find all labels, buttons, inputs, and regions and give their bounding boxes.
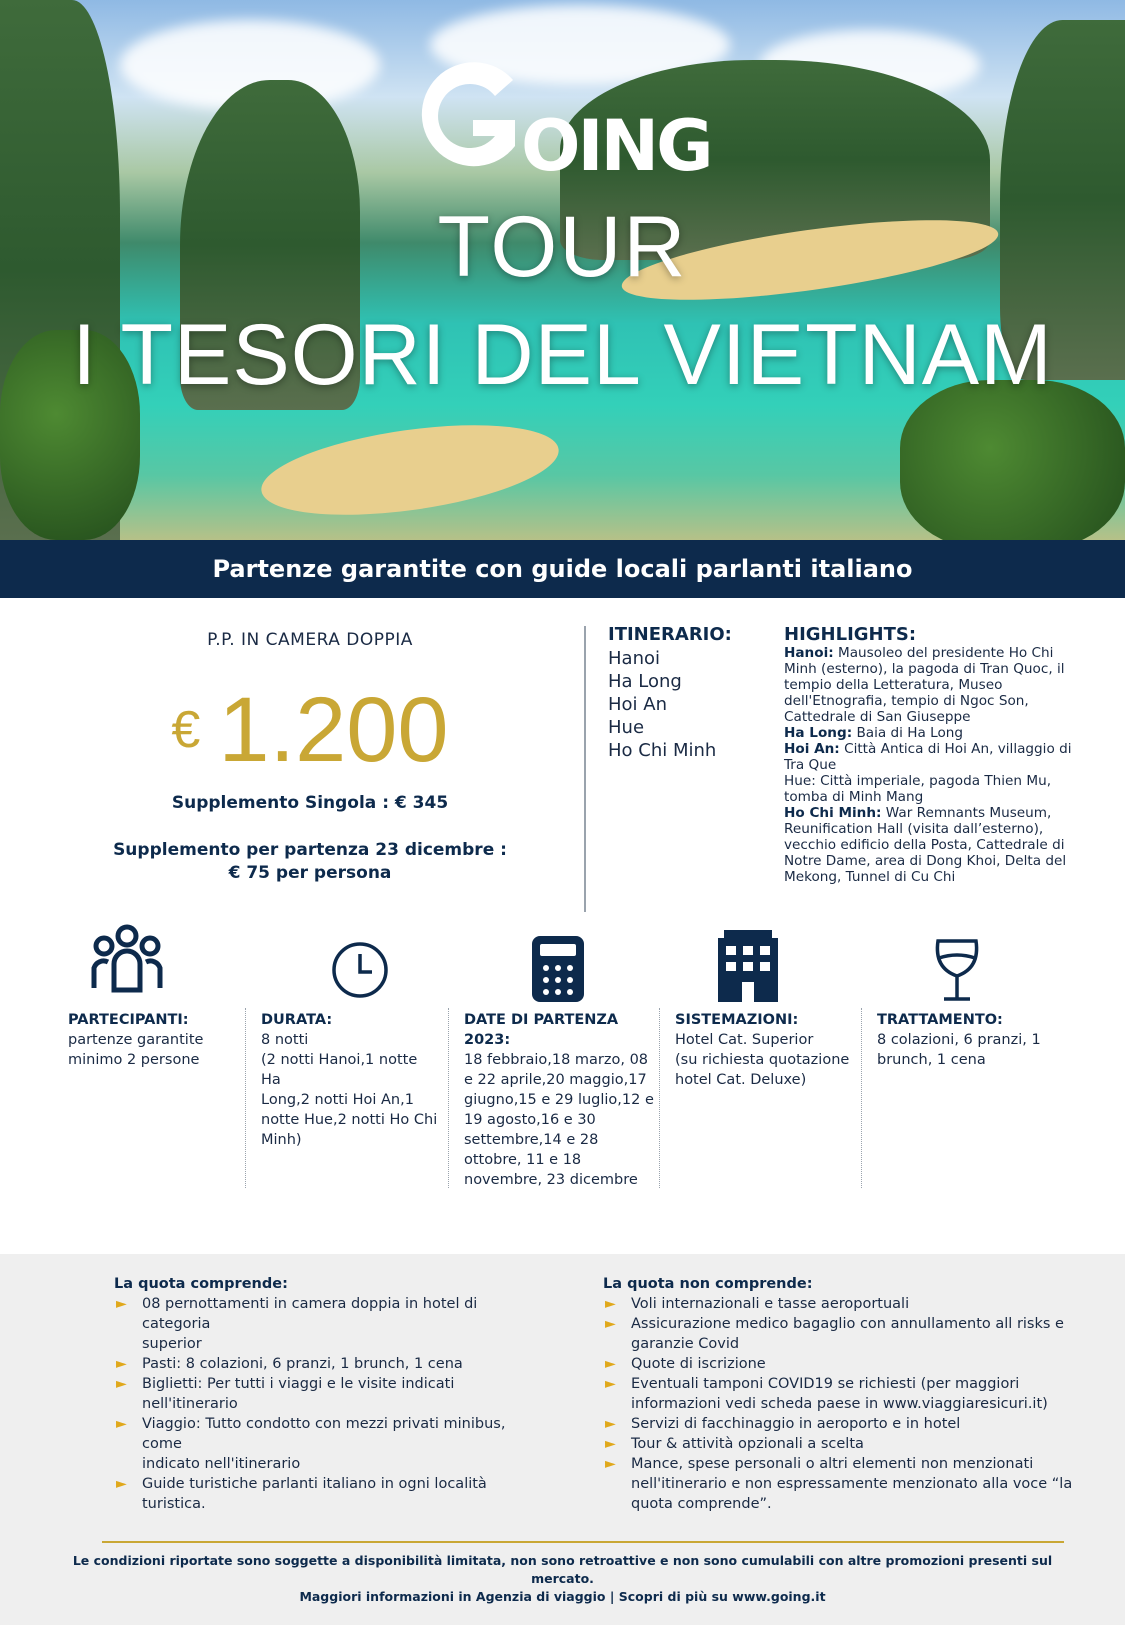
disclaimer-line2: Maggiori informazioni in Agenzia di viaggio | Scopri di più su www.going.it (299, 1589, 826, 1604)
supplement-single: Supplemento Singola : € 345 (171, 793, 449, 813)
excludes-item: ► Assicurazione medico bagaglio con annullamento all risks e garanzie Covid (605, 1316, 1064, 1352)
supplement-december-line2: € 75 per persona (228, 863, 392, 883)
sistemazioni-title: SISTEMAZIONI: (675, 1012, 799, 1028)
date-line: 19 agosto,16 e 30 (464, 1112, 596, 1128)
bullet-arrow-icon: ► (605, 1316, 616, 1332)
price-value (100, 678, 520, 783)
durata-line: 8 notti (261, 1032, 309, 1048)
hotel-building-icon (718, 930, 778, 1002)
includes-item: ► Pasti: 8 colazioni, 6 pranzi, 1 brunch, 1 cena (116, 1356, 463, 1372)
includes-item: ► Biglietti: Per tutti i viaggi e le visite indicati nell'itinerario (116, 1376, 455, 1412)
group-icon (90, 924, 164, 994)
sistemazioni-line: Hotel Cat. Superior (675, 1032, 814, 1048)
highlight-halong: Ha Long: Baia di Ha Long (784, 725, 964, 741)
includes-item: ► Viaggio: Tutto condotto con mezzi privati minibus, come indicato nell'itinerario (116, 1416, 506, 1472)
highlights (784, 624, 1074, 885)
disclaimer-line1: Le condizioni riportate sono soggette a disponibilità limitata, non sono retroattive e non sono cumulabili con altre promozioni presenti sul mercato. (72, 1553, 1053, 1586)
includes-title: La quota comprende: (114, 1276, 288, 1292)
highlights-title: HIGHLIGHTS: (784, 624, 917, 645)
trattamento-line: brunch, 1 cena (877, 1052, 986, 1068)
calculator-icon (530, 934, 586, 1004)
includes-item: ► 08 pernottamenti in camera doppia in hotel di categoria superior (116, 1296, 478, 1352)
date-line: novembre, 23 dicembre (464, 1172, 638, 1188)
includes-item: ► Guide turistiche parlanti italiano in ogni località turistica. (116, 1476, 487, 1512)
itinerary-stop: Hoi An (608, 694, 667, 715)
excludes-title: La quota non comprende: (603, 1276, 813, 1292)
itinerary-title: ITINERARIO: (608, 624, 732, 645)
partecipanti-title: PARTECIPANTI: (68, 1012, 189, 1028)
disclaimer (60, 1552, 1065, 1606)
dotted-separator (659, 1008, 660, 1188)
clock-icon (330, 940, 390, 1000)
bullet-arrow-icon: ► (116, 1356, 127, 1372)
trattamento-title: TRATTAMENTO: (877, 1012, 1003, 1028)
durata-title: DURATA: (261, 1012, 333, 1028)
highlight-hoian: Hoi An: Città Antica di Hoi An, villaggio di Tra Que (784, 741, 1072, 773)
partecipanti-line: minimo 2 persone (68, 1052, 200, 1068)
beach-shape (256, 410, 564, 531)
excludes-item: ► Servizi di facchinaggio in aeroporto e in hotel (605, 1416, 961, 1432)
excludes-item: ► Quote di iscrizione (605, 1356, 766, 1372)
bullet-arrow-icon: ► (605, 1456, 616, 1472)
price-amount: 1.200 (218, 679, 449, 781)
date-line: ottobre, 11 e 18 (464, 1152, 582, 1168)
bullet-arrow-icon: ► (116, 1476, 127, 1492)
bullet-arrow-icon: ► (605, 1416, 616, 1432)
svg-text:OING: OING (520, 105, 711, 182)
price-currency: € (171, 701, 201, 759)
price-label: P.P. IN CAMERA DOPPIA (207, 630, 413, 650)
durata-line: Long,2 notti Hoi An,1 (261, 1092, 414, 1108)
highlight-hue: Hue: Città imperiale, pagoda Thien Mu, tomba di Minh Mang (784, 773, 1052, 805)
info-durata (261, 1010, 441, 1150)
date-line: giugno,15 e 29 luglio,12 e (464, 1092, 654, 1108)
dotted-separator (861, 1008, 862, 1188)
sistemazioni-line: hotel Cat. Deluxe) (675, 1072, 807, 1088)
durata-line: Minh) (261, 1132, 302, 1148)
highlight-hochiminh: Ho Chi Minh: War Remnants Museum, Reunification Hall (visita dall’esterno), vecchio edificio della Posta, Cattedrale di Notre Dame, area di Dong Khoi, Delta del Mekong, Tunnel di Cu Chi (784, 805, 1067, 885)
includes-list (114, 1276, 544, 1514)
bullet-arrow-icon: ► (605, 1356, 616, 1372)
itinerary-stop: Hue (608, 717, 645, 738)
date-line: e 22 aprile,20 maggio,17 (464, 1072, 647, 1088)
dotted-separator (448, 1008, 449, 1188)
itinerary-stop: Ha Long (608, 671, 682, 692)
excludes-item: ► Voli internazionali e tasse aeroportuali (605, 1296, 910, 1312)
itinerary-stop: Ho Chi Minh (608, 740, 717, 761)
trattamento-line: 8 colazioni, 6 pranzi, 1 (877, 1032, 1041, 1048)
durata-line: (2 notti Hanoi,1 notte Ha (261, 1052, 418, 1088)
excludes-item: ► Tour & attività opzionali a scelta (605, 1436, 864, 1452)
excludes-item: ► Mance, spese personali o altri elementi non menzionati nell'itinerario e non espressamente menzionato alla voce “la quota comprende”. (605, 1456, 1073, 1512)
highlight-hanoi: Hanoi: Mausoleo del presidente Ho Chi Minh (esterno), la pagoda di Tran Quoc, il tempio della Letteratura, Museo dell'Etnografia, tempio di Ngoc Son, Cattedrale di San Giuseppe (784, 645, 1065, 725)
bullet-arrow-icon: ► (605, 1436, 616, 1452)
bullet-arrow-icon: ► (605, 1296, 616, 1312)
bullet-arrow-icon: ► (116, 1416, 127, 1432)
info-trattamento (877, 1010, 1067, 1070)
going-logo-mark (403, 62, 723, 182)
supplement-december (100, 839, 520, 885)
info-sistemazioni (675, 1010, 865, 1090)
hero-title-tour: TOUR (437, 199, 688, 295)
sistemazioni-line: (su richiesta quotazione (675, 1052, 850, 1068)
hero-image (0, 0, 1125, 540)
vertical-divider (584, 626, 586, 912)
date-title: DATE DI PARTENZA 2023: (464, 1012, 619, 1048)
excludes-item: ► Eventuali tamponi COVID19 se richiesti (per maggiori informazioni vedi scheda paese in www.viaggiaresicuri.it) (605, 1376, 1048, 1412)
dotted-separator (245, 1008, 246, 1188)
bullet-arrow-icon: ► (116, 1376, 127, 1392)
wine-glass-icon (932, 938, 982, 1002)
partecipanti-line: partenze garantite (68, 1032, 204, 1048)
bullet-arrow-icon: ► (116, 1296, 127, 1312)
bullet-arrow-icon: ► (605, 1376, 616, 1392)
itinerary (608, 624, 768, 762)
hero-title-name: I TESORI DEL VIETNAM (72, 307, 1053, 403)
excludes-list (603, 1276, 1073, 1514)
info-partecipanti (68, 1010, 238, 1070)
supplement-december-line1: Supplemento per partenza 23 dicembre : (113, 840, 507, 860)
date-line: 18 febbraio,18 marzo, 08 (464, 1052, 649, 1068)
itinerary-stop: Hanoi (608, 648, 660, 669)
price-block (100, 630, 520, 885)
gold-rule (102, 1541, 1064, 1543)
info-date-partenza (464, 1010, 664, 1190)
durata-line: notte Hue,2 notti Ho Chi (261, 1112, 438, 1128)
banner-guarantee: Partenze garantite con guide locali parlanti italiano (0, 540, 1125, 598)
going-logo (0, 62, 1125, 186)
date-line: settembre,14 e 28 (464, 1132, 599, 1148)
